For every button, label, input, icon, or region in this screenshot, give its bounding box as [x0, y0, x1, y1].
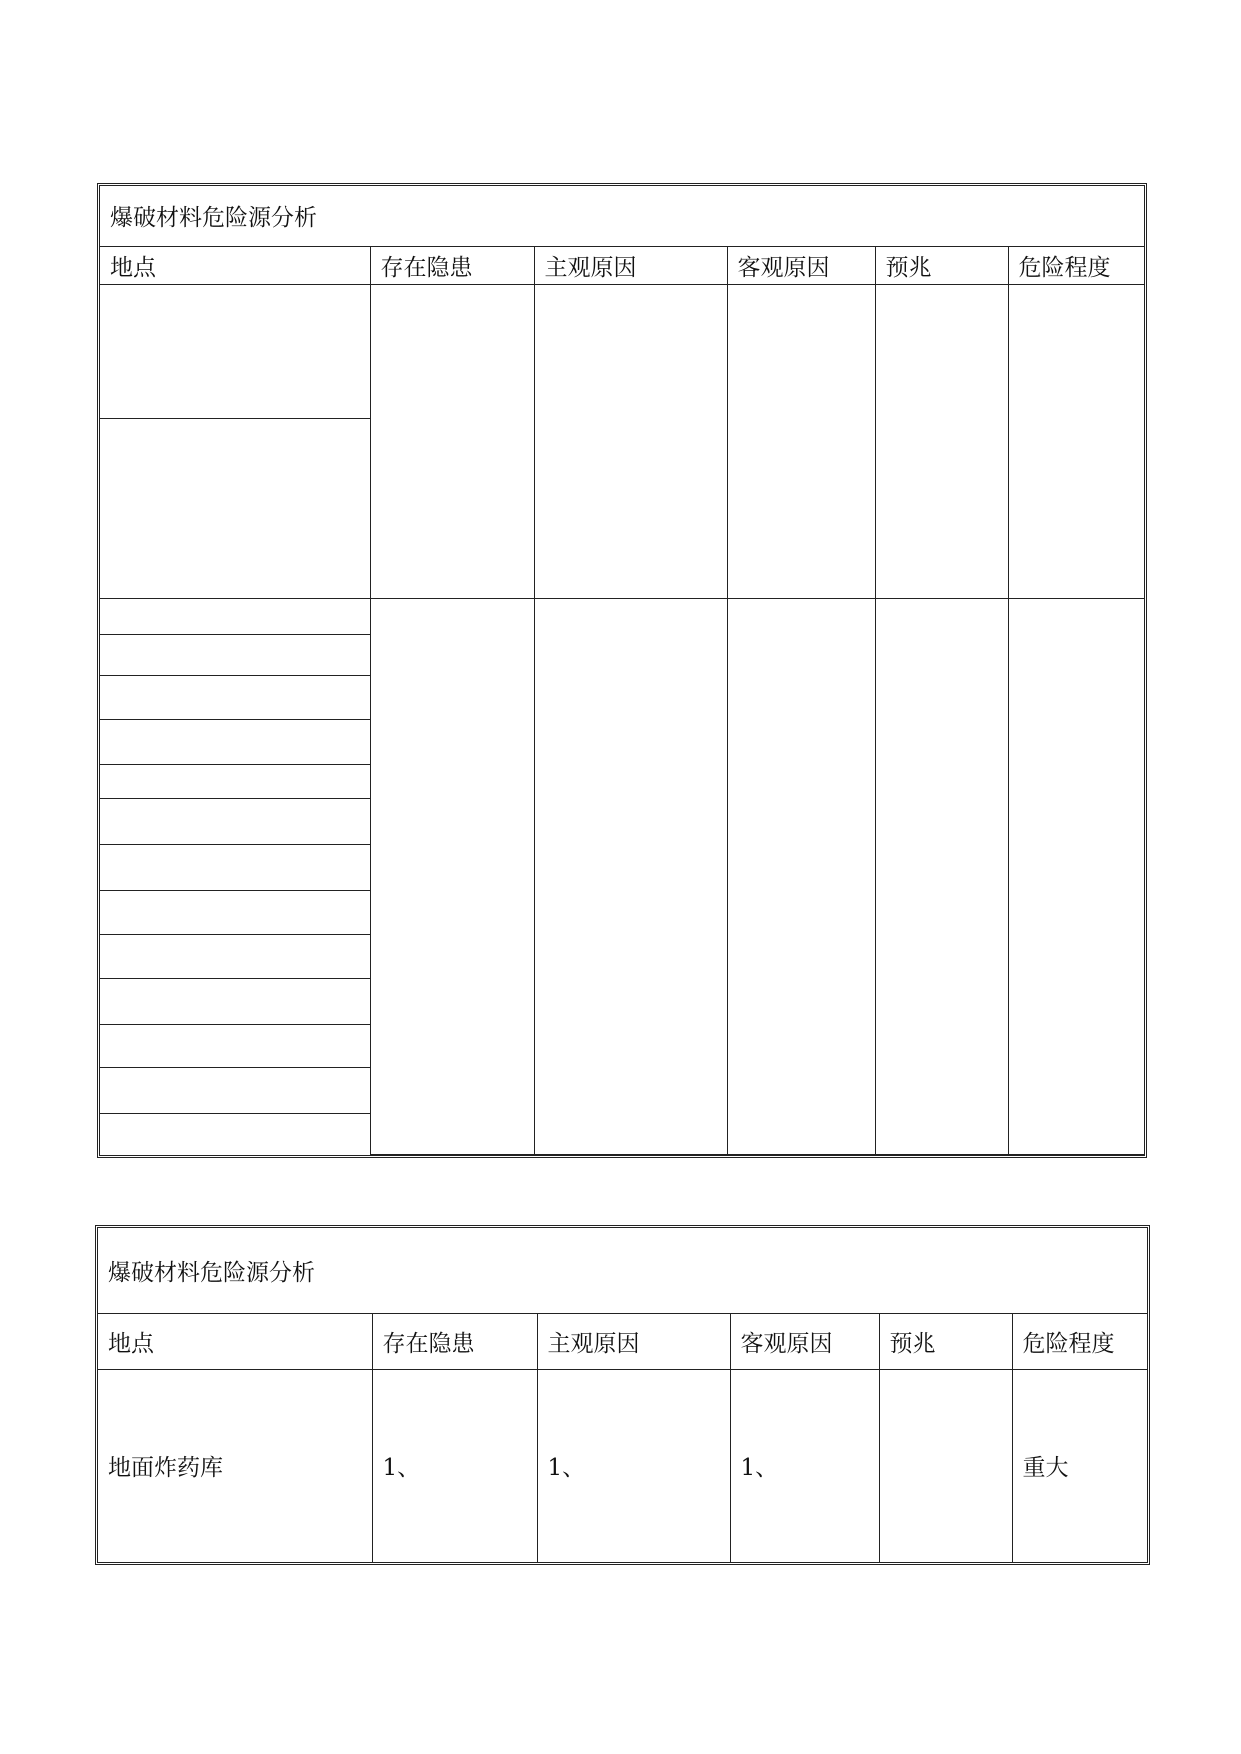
header-omen: 预兆 [875, 246, 1008, 284]
location-cell [100, 1067, 370, 1113]
location-cell [100, 765, 370, 799]
header-danger-level: 危险程度 [1008, 246, 1144, 284]
danger-level-cell [1008, 599, 1144, 1155]
location-cell [100, 599, 370, 635]
hidden-danger-cell [370, 599, 534, 1155]
header-location: 地点 [98, 1313, 372, 1369]
subjective-cause-cell [534, 599, 727, 1155]
danger-level-cell: 重大 [1012, 1369, 1147, 1562]
location-cell [100, 418, 370, 598]
location-cell [100, 845, 370, 890]
objective-cause-cell: 1、 [730, 1369, 879, 1562]
table-title: 爆破材料危险源分析 [98, 1228, 1147, 1313]
table-title: 爆破材料危险源分析 [100, 186, 1144, 246]
hazard-analysis-table-2 [95, 1225, 1150, 1565]
header-omen: 预兆 [879, 1313, 1012, 1369]
location-cell [100, 1024, 370, 1067]
location-cell [100, 676, 370, 720]
header-subjective-cause: 主观原因 [534, 246, 727, 284]
location-cell [100, 284, 370, 418]
header-danger-level: 危险程度 [1012, 1313, 1147, 1369]
omen-cell [879, 1369, 1012, 1562]
header-subjective-cause: 主观原因 [537, 1313, 730, 1369]
location-cell [100, 720, 370, 765]
location-cell [100, 934, 370, 978]
hidden-danger-cell [370, 284, 534, 598]
location-cell: 地面炸药库 [98, 1369, 372, 1562]
location-cell [100, 1113, 370, 1154]
hazard-analysis-table-1 [97, 183, 1147, 1158]
location-cell [100, 890, 370, 934]
subjective-cause-cell [534, 284, 727, 598]
danger-level-cell [1008, 284, 1144, 598]
hidden-danger-cell: 1、 [372, 1369, 537, 1562]
omen-cell [875, 284, 1008, 598]
header-location: 地点 [100, 246, 370, 284]
omen-cell [875, 599, 1008, 1155]
header-hidden-danger: 存在隐患 [372, 1313, 537, 1369]
subjective-cause-cell: 1、 [537, 1369, 730, 1562]
objective-cause-cell [727, 599, 875, 1155]
header-objective-cause: 客观原因 [730, 1313, 879, 1369]
location-cell [100, 799, 370, 845]
location-cell [100, 635, 370, 676]
header-objective-cause: 客观原因 [727, 246, 875, 284]
objective-cause-cell [727, 284, 875, 598]
header-hidden-danger: 存在隐患 [370, 246, 534, 284]
location-cell [100, 978, 370, 1024]
